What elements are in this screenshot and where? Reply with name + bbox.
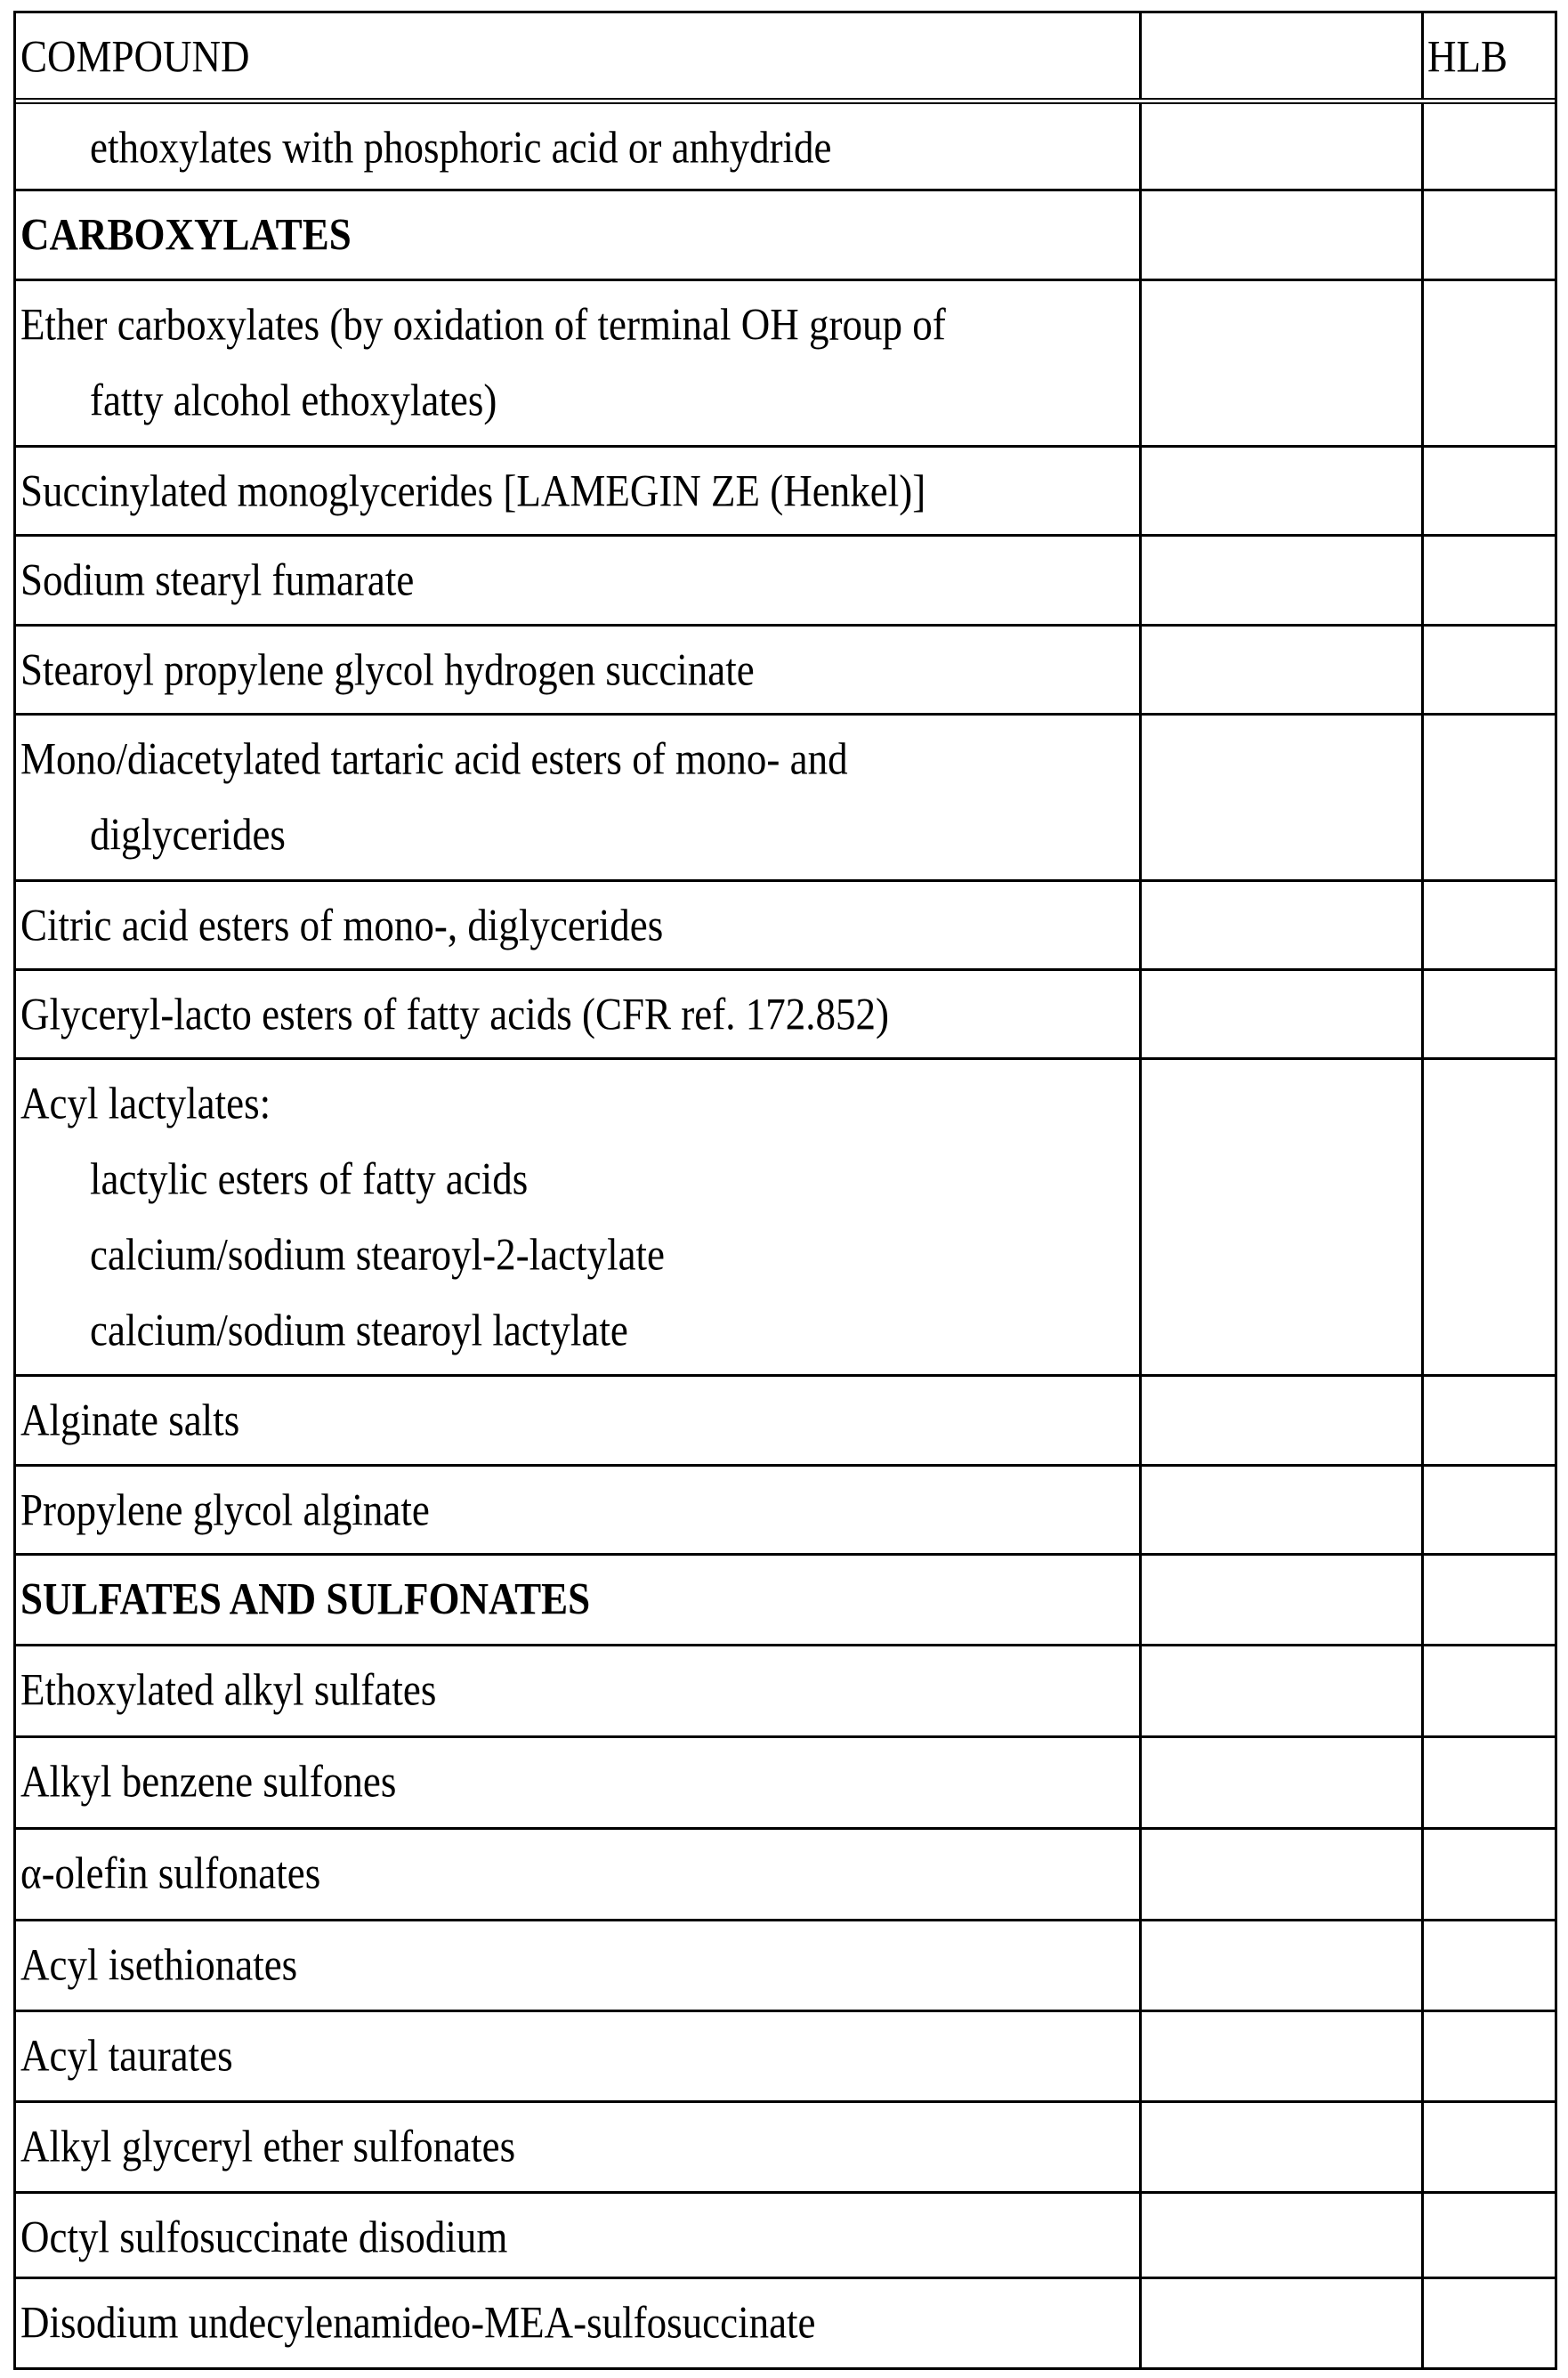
middle-cell xyxy=(1142,627,1424,713)
hlb-cell xyxy=(1424,191,1555,279)
compound-cell xyxy=(16,537,1142,624)
middle-cell xyxy=(1142,2103,1424,2191)
hlb-cell xyxy=(1424,1830,1555,1919)
compound-hlb-table xyxy=(13,11,1557,2370)
hlb-cell xyxy=(1424,1646,1555,1735)
table-row xyxy=(16,2194,1555,2279)
compound-text: Disodium undecylenamideo-MEA-sulfosuccinate xyxy=(20,2297,816,2348)
middle-cell xyxy=(1142,1646,1424,1735)
header-hlb-label: HLB xyxy=(1427,31,1507,82)
hlb-cell xyxy=(1424,1921,1555,2010)
compound-text: calcium/sodium stearoyl lactylate xyxy=(90,1305,628,1355)
table-row xyxy=(16,1921,1555,2012)
middle-cell xyxy=(1142,2012,1424,2100)
table-row xyxy=(16,1646,1555,1738)
compound-text: Alginate salts xyxy=(20,1395,240,1445)
hlb-cell xyxy=(1424,627,1555,713)
table-row xyxy=(16,448,1555,537)
middle-cell xyxy=(1142,191,1424,279)
table-row xyxy=(16,537,1555,627)
hlb-cell xyxy=(1424,104,1555,189)
compound-cell xyxy=(16,1556,1142,1644)
table-row xyxy=(16,1060,1555,1377)
table-row xyxy=(16,627,1555,716)
hlb-cell xyxy=(1424,1060,1555,1374)
table-row xyxy=(16,2103,1555,2194)
table-header-row xyxy=(16,13,1555,104)
table-row xyxy=(16,281,1555,448)
compound-cell xyxy=(16,1830,1142,1919)
compound-cell xyxy=(16,448,1142,534)
middle-cell xyxy=(1142,2279,1424,2367)
compound-cell xyxy=(16,882,1142,968)
section-title: SULFATES AND SULFONATES xyxy=(20,1573,591,1624)
table-row xyxy=(16,104,1555,191)
compound-text: Propylene glycol alginate xyxy=(20,1484,430,1535)
header-middle xyxy=(1142,13,1424,98)
middle-cell xyxy=(1142,1377,1424,1464)
compound-text: Octyl sulfosuccinate disodium xyxy=(20,2212,508,2262)
compound-text: Alkyl benzene sulfones xyxy=(20,1756,397,1807)
middle-cell xyxy=(1142,448,1424,534)
compound-text: Glyceryl-lacto esters of fatty acids (CFR ref. 172.852) xyxy=(20,989,889,1039)
table-body xyxy=(16,104,1555,2367)
middle-cell xyxy=(1142,1921,1424,2010)
compound-text: Ether carboxylates (by oxidation of terminal OH group of xyxy=(20,299,946,350)
hlb-cell xyxy=(1424,971,1555,1057)
table-row xyxy=(16,971,1555,1060)
hlb-cell xyxy=(1424,537,1555,624)
compound-cell xyxy=(16,2194,1142,2277)
hlb-cell xyxy=(1424,2194,1555,2277)
hlb-cell xyxy=(1424,2103,1555,2191)
table-row xyxy=(16,1377,1555,1467)
compound-cell xyxy=(16,104,1142,189)
middle-cell xyxy=(1142,1738,1424,1827)
compound-text: Ethoxylated alkyl sulfates xyxy=(20,1664,437,1715)
compound-text: fatty alcohol ethoxylates) xyxy=(90,375,497,425)
compound-cell xyxy=(16,2012,1142,2100)
header-compound xyxy=(16,13,1142,98)
compound-text: diglycerides xyxy=(90,809,286,860)
compound-text: Mono/diacetylated tartaric acid esters of mono- and xyxy=(20,733,848,784)
middle-cell xyxy=(1142,971,1424,1057)
compound-cell xyxy=(16,971,1142,1057)
hlb-cell xyxy=(1424,716,1555,879)
hlb-cell xyxy=(1424,1467,1555,1553)
hlb-cell xyxy=(1424,2012,1555,2100)
middle-cell xyxy=(1142,882,1424,968)
header-compound-label: COMPOUND xyxy=(20,31,250,82)
middle-cell xyxy=(1142,1467,1424,1553)
compound-text: Acyl taurates xyxy=(20,2030,233,2081)
section-header-row xyxy=(16,1556,1555,1646)
table-row xyxy=(16,2279,1555,2367)
middle-cell xyxy=(1142,1556,1424,1644)
table-row xyxy=(16,1467,1555,1556)
hlb-cell xyxy=(1424,1377,1555,1464)
compound-text: Alkyl glyceryl ether sulfonates xyxy=(20,2121,516,2172)
compound-text: Sodium stearyl fumarate xyxy=(20,554,415,605)
compound-text: lactylic esters of fatty acids xyxy=(90,1153,529,1204)
compound-cell xyxy=(16,1738,1142,1827)
hlb-cell xyxy=(1424,1738,1555,1827)
compound-cell xyxy=(16,2279,1142,2367)
compound-text: α-olefin sulfonates xyxy=(20,1848,321,1898)
compound-cell xyxy=(16,1646,1142,1735)
header-hlb xyxy=(1424,13,1555,98)
compound-text: ethoxylates with phosphoric acid or anhydride xyxy=(90,122,832,173)
compound-text: Acyl lactylates: xyxy=(20,1078,271,1128)
compound-cell xyxy=(16,191,1142,279)
compound-text: calcium/sodium stearoyl-2-lactylate xyxy=(90,1229,666,1280)
compound-text: Citric acid esters of mono-, diglycerides xyxy=(20,900,664,950)
section-title: CARBOXYLATES xyxy=(20,209,352,260)
middle-cell xyxy=(1142,537,1424,624)
middle-cell xyxy=(1142,104,1424,189)
compound-cell xyxy=(16,627,1142,713)
middle-cell xyxy=(1142,1060,1424,1374)
table-row xyxy=(16,1830,1555,1921)
hlb-cell xyxy=(1424,448,1555,534)
hlb-cell xyxy=(1424,1556,1555,1644)
compound-cell xyxy=(16,1921,1142,2010)
compound-cell xyxy=(16,2103,1142,2191)
hlb-cell xyxy=(1424,882,1555,968)
table-row xyxy=(16,882,1555,971)
middle-cell xyxy=(1142,1830,1424,1919)
hlb-cell xyxy=(1424,2279,1555,2367)
compound-cell xyxy=(16,1060,1142,1374)
middle-cell xyxy=(1142,716,1424,879)
compound-cell xyxy=(16,1467,1142,1553)
compound-text: Succinylated monoglycerides [LAMEGIN ZE (Henkel)] xyxy=(20,465,926,516)
middle-cell xyxy=(1142,281,1424,445)
compound-cell xyxy=(16,281,1142,445)
compound-text: Stearoyl propylene glycol hydrogen succinate xyxy=(20,644,755,695)
compound-text: Acyl isethionates xyxy=(20,1939,298,1990)
section-header-row xyxy=(16,191,1555,281)
compound-cell xyxy=(16,1377,1142,1464)
middle-cell xyxy=(1142,2194,1424,2277)
table-row xyxy=(16,2012,1555,2103)
table-row xyxy=(16,716,1555,882)
table-row xyxy=(16,1738,1555,1830)
compound-cell xyxy=(16,716,1142,879)
hlb-cell xyxy=(1424,281,1555,445)
